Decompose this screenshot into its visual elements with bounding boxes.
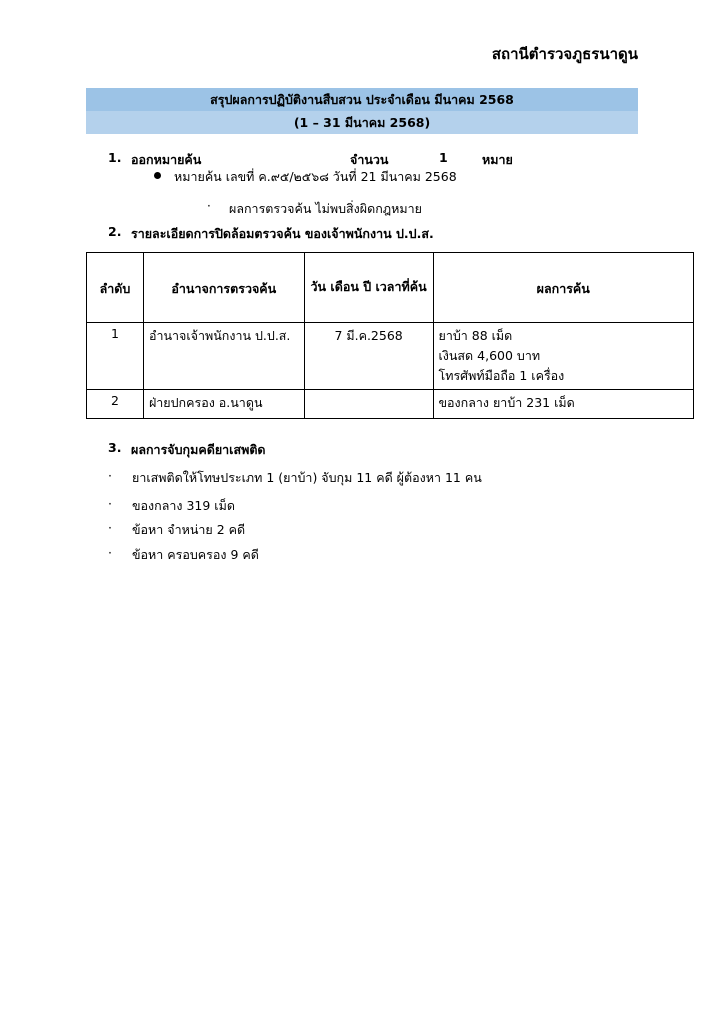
section1-title: ออกหมายค้น xyxy=(131,152,202,167)
result-bullet-icon: · xyxy=(207,199,211,213)
list-bullet-icon: · xyxy=(108,520,112,535)
header-date: วัน เดือน ปี เวลาที่ค้น xyxy=(304,253,433,323)
report-date-range: (1 – 31 มีนาคม 2568) xyxy=(86,111,638,134)
bullet-icon xyxy=(154,172,161,179)
report-title: สรุปผลการปฏิบัติงานสืบสวน ประจำเดือน มีนาคม 2568 xyxy=(86,88,638,111)
station-name: สถานีตำรวจภูธรนาดูน xyxy=(491,45,638,63)
section1-amount-label: จำนวน xyxy=(350,152,389,167)
section1-amount-unit: หมาย xyxy=(482,152,513,167)
header-result: ผลการค้น xyxy=(433,253,694,323)
table-row xyxy=(87,323,694,390)
row-results xyxy=(433,390,694,419)
row-authority: ฝ่ายปกครอง อ.นาดูน xyxy=(143,390,304,419)
report-banner xyxy=(86,88,638,134)
list-item-text: ข้อหา จำหน่าย 2 คดี xyxy=(132,522,246,537)
list-item-text: ของกลาง 319 เม็ด xyxy=(132,498,235,513)
result-item: ของกลาง ยาบ้า 231 เม็ด xyxy=(438,395,575,410)
result-item: ยาบ้า 88 เม็ด xyxy=(438,328,513,343)
list-item-text: ยาเสพติดให้โทษประเภท 1 (ยาบ้า) จับกุม 11 คดี ผู้ต้องหา 11 คน xyxy=(132,470,482,485)
search-results-table xyxy=(86,252,694,419)
header-order: ลำดับ xyxy=(87,253,144,323)
header-authority: อำนาจการตรวจค้น xyxy=(143,253,304,323)
section2-number: 2. xyxy=(108,224,122,239)
row-date xyxy=(304,390,433,419)
row-date: 7 มี.ค.2568 xyxy=(304,323,433,390)
row-results xyxy=(433,323,694,390)
section1-amount-value: 1 xyxy=(439,150,448,165)
list-bullet-icon: · xyxy=(108,496,112,511)
section2-title: รายละเอียดการปิดล้อมตรวจค้น ของเจ้าพนักงาน ป.ป.ส. xyxy=(131,226,434,241)
row-order: 1 xyxy=(87,323,144,390)
row-authority: อำนาจเจ้าพนักงาน ป.ป.ส. xyxy=(143,323,304,390)
result-item: โทรศัพท์มือถือ 1 เครื่อง xyxy=(438,368,565,383)
row-order: 2 xyxy=(87,390,144,419)
section3-number: 3. xyxy=(108,440,122,455)
warrant-detail: หมายค้น เลขที่ ค.๙๕/๒๕๖๘ วันที่ 21 มีนาคม 2568 xyxy=(174,169,457,184)
list-bullet-icon: · xyxy=(108,468,112,483)
search-result: ผลการตรวจค้น ไม่พบสิ่งผิดกฎหมาย xyxy=(229,201,422,216)
list-bullet-icon: · xyxy=(108,545,112,560)
section1-number: 1. xyxy=(108,150,122,165)
list-item-text: ข้อหา ครอบครอง 9 คดี xyxy=(132,547,259,562)
table-row xyxy=(87,390,694,419)
section3-title: ผลการจับกุมคดียาเสพติด xyxy=(131,442,266,457)
result-item: เงินสด 4,600 บาท xyxy=(438,348,541,363)
table-header-row xyxy=(87,253,694,323)
